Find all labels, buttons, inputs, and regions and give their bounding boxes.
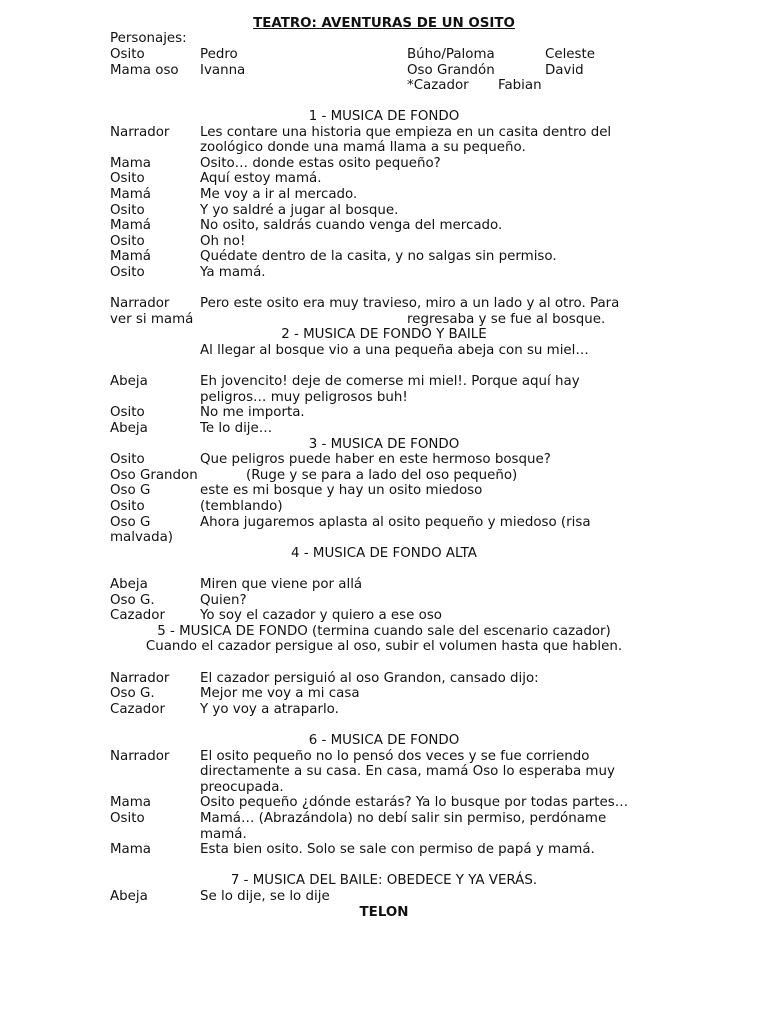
dialogue-text: regresaba y se fue al bosque. bbox=[407, 312, 606, 327]
music-cue: 5 - MUSICA DE FONDO (termina cuando sale del escenario cazador) bbox=[157, 624, 611, 639]
speaker-name: Osito bbox=[110, 811, 145, 826]
speaker-name: Osito bbox=[110, 171, 145, 186]
blank-line bbox=[0, 359, 768, 375]
speaker-name: Osito bbox=[110, 452, 145, 467]
dialogue-line bbox=[0, 296, 768, 312]
speaker-name: Osito bbox=[110, 265, 145, 280]
music-cue-line bbox=[0, 327, 768, 343]
music-cue-line bbox=[0, 437, 768, 453]
dialogue-line bbox=[0, 889, 768, 905]
cast-actor: Pedro bbox=[200, 47, 238, 62]
dialogue-continuation bbox=[0, 390, 768, 406]
cast-role: Mama oso bbox=[110, 63, 179, 78]
speaker-name: Abeja bbox=[110, 889, 148, 904]
dialogue-line bbox=[0, 171, 768, 187]
end-line bbox=[0, 905, 768, 921]
dialogue-text: preocupada. bbox=[200, 780, 284, 795]
dialogue-text: No me importa. bbox=[200, 405, 305, 420]
end-marker: TELON bbox=[359, 905, 409, 920]
speaker-name: Narrador bbox=[110, 749, 170, 764]
cast-heading: Personajes: bbox=[110, 31, 187, 46]
music-cue: 7 - MUSICA DEL BAILE: OBEDECE Y YA VERÁS. bbox=[230, 873, 538, 888]
speaker-name: Osito bbox=[110, 234, 145, 249]
dialogue-continuation bbox=[0, 312, 768, 328]
dialogue-line bbox=[0, 749, 768, 765]
blank-line bbox=[0, 561, 768, 577]
dialogue-text: Al llegar al bosque vio a una pequeña abeja con su miel… bbox=[200, 343, 589, 358]
dialogue-line bbox=[0, 249, 768, 265]
speaker-name: Abeja bbox=[110, 577, 148, 592]
speaker-name: Oso G. bbox=[110, 593, 155, 608]
cast-row bbox=[0, 63, 768, 79]
blank-line bbox=[0, 655, 768, 671]
music-cue-line bbox=[0, 639, 768, 655]
speaker-name: Abeja bbox=[110, 421, 148, 436]
dialogue-line bbox=[0, 156, 768, 172]
dialogue-text: peligros… muy peligrosos buh! bbox=[200, 390, 408, 405]
dialogue-continuation bbox=[0, 764, 768, 780]
dialogue-continuation bbox=[0, 343, 768, 359]
speaker-name: Osito bbox=[110, 405, 145, 420]
dialogue-line bbox=[0, 421, 768, 437]
speaker-name: Mamá bbox=[110, 187, 152, 202]
dialogue-line bbox=[0, 702, 768, 718]
dialogue-line bbox=[0, 608, 768, 624]
dialogue-text: No osito, saldrás cuando venga del mercado. bbox=[200, 218, 503, 233]
speaker-name: Oso G bbox=[110, 483, 151, 498]
dialogue-text: Pero este osito era muy travieso, miro a un lado y al otro. Para bbox=[200, 296, 620, 311]
speaker-name: Osito bbox=[110, 499, 145, 514]
speaker-name: Cazador bbox=[110, 608, 165, 623]
dialogue-text: (temblando) bbox=[200, 499, 283, 514]
speaker-name: Mamá bbox=[110, 249, 152, 264]
blank-line bbox=[0, 858, 768, 874]
cast-actor: Ivanna bbox=[200, 63, 246, 78]
speaker-name: Narrador bbox=[110, 125, 170, 140]
dialogue-text: Y yo voy a atraparlo. bbox=[200, 702, 339, 717]
music-cue: 4 - MUSICA DE FONDO ALTA bbox=[291, 546, 477, 561]
speaker-name: Narrador bbox=[110, 296, 170, 311]
dialogue-text: Que peligros puede haber en este hermoso bosque? bbox=[200, 452, 551, 467]
dialogue-line bbox=[0, 499, 768, 515]
speaker-name: Abeja bbox=[110, 374, 148, 389]
music-cue: Cuando el cazador persigue al oso, subir el volumen hasta que hablen. bbox=[145, 639, 623, 654]
blank-line bbox=[0, 717, 768, 733]
speaker-name: Mamá bbox=[110, 218, 152, 233]
dialogue-line bbox=[0, 577, 768, 593]
dialogue-line bbox=[0, 218, 768, 234]
dialogue-line bbox=[0, 187, 768, 203]
dialogue-text: Oh no! bbox=[200, 234, 246, 249]
dialogue-line bbox=[0, 515, 768, 531]
dialogue-line bbox=[0, 671, 768, 687]
cast-actor: Celeste bbox=[545, 47, 596, 62]
dialogue-text: zoológico donde una mamá llama a su pequeño. bbox=[200, 140, 526, 155]
dialogue-line bbox=[0, 483, 768, 499]
dialogue-line bbox=[0, 125, 768, 141]
speaker-name: Osito bbox=[110, 203, 145, 218]
dialogue-text: Se lo dije, se lo dije bbox=[200, 889, 330, 904]
cast-role: Osito bbox=[110, 47, 145, 62]
dialogue-line bbox=[0, 265, 768, 281]
speaker-name: Oso Grandon bbox=[110, 468, 198, 483]
speaker-name: Narrador bbox=[110, 671, 170, 686]
dialogue-text: Osito pequeño ¿dónde estarás? Ya lo busque por todas partes… bbox=[200, 795, 629, 810]
speaker-name: Mama bbox=[110, 842, 152, 857]
dialogue-text: mamá. bbox=[200, 827, 247, 842]
dialogue-text: ver si mamá bbox=[110, 312, 194, 327]
music-cue: 2 - MUSICA DE FONDO Y BAILE bbox=[281, 327, 487, 342]
dialogue-continuation bbox=[0, 827, 768, 843]
dialogue-line bbox=[0, 203, 768, 219]
speaker-name: Cazador bbox=[110, 702, 165, 717]
dialogue-line bbox=[0, 811, 768, 827]
stage-direction: (Ruge y se para a lado del oso pequeño) bbox=[246, 468, 518, 483]
music-cue-line bbox=[0, 624, 768, 640]
speaker-name: Mama bbox=[110, 156, 152, 171]
music-cue-line bbox=[0, 873, 768, 889]
cast-actor: David bbox=[545, 63, 584, 78]
cast-row bbox=[0, 47, 768, 63]
music-cue-line bbox=[0, 546, 768, 562]
speaker-name: Oso G. bbox=[110, 686, 155, 701]
dialogue-text: Me voy a ir al mercado. bbox=[200, 187, 358, 202]
dialogue-text: Aquí estoy mamá. bbox=[200, 171, 322, 186]
dialogue-text: Yo soy el cazador y quiero a ese oso bbox=[200, 608, 442, 623]
dialogue-text: Mamá… (Abrazándola) no debí salir sin permiso, perdóname bbox=[200, 811, 607, 826]
dialogue-continuation bbox=[0, 530, 768, 546]
page-title: TEATRO: AVENTURAS DE UN OSITO bbox=[253, 16, 515, 31]
dialogue-line bbox=[0, 593, 768, 609]
dialogue-text: Mejor me voy a mi casa bbox=[200, 686, 360, 701]
cast-role: Búho/Paloma bbox=[407, 47, 495, 62]
cast-heading-line bbox=[0, 31, 768, 47]
dialogue-text: El cazador persiguió al oso Grandon, cansado dijo: bbox=[200, 671, 539, 686]
dialogue-text: Eh jovencito! deje de comerse mi miel!. Porque aquí hay bbox=[200, 374, 580, 389]
dialogue-text: Osito… donde estas osito pequeño? bbox=[200, 156, 441, 171]
dialogue-line bbox=[0, 842, 768, 858]
dialogue-text: Ya mamá. bbox=[200, 265, 266, 280]
dialogue-line bbox=[0, 452, 768, 468]
dialogue-line bbox=[0, 405, 768, 421]
dialogue-text: Esta bien osito. Solo se sale con permiso de papá y mamá. bbox=[200, 842, 595, 857]
music-cue: 1 - MUSICA DE FONDO bbox=[308, 109, 460, 124]
dialogue-line bbox=[0, 468, 768, 484]
speaker-name: Mama bbox=[110, 795, 152, 810]
dialogue-text: directamente a su casa. En casa, mamá Oso lo esperaba muy bbox=[200, 764, 615, 779]
dialogue-text: malvada) bbox=[110, 530, 174, 545]
cast-actor: Fabian bbox=[498, 78, 542, 93]
music-cue: 3 - MUSICA DE FONDO bbox=[308, 437, 460, 452]
dialogue-text: Ahora jugaremos aplasta al osito pequeño y miedoso (risa bbox=[200, 515, 591, 530]
dialogue-continuation bbox=[0, 140, 768, 156]
cast-role: Oso Grandón bbox=[407, 63, 495, 78]
blank-line bbox=[0, 281, 768, 297]
dialogue-text: Les contare una historia que empieza en un casita dentro del bbox=[200, 125, 612, 140]
cast-row-extra bbox=[0, 78, 768, 94]
music-cue-line bbox=[0, 733, 768, 749]
dialogue-text: Y yo saldré a jugar al bosque. bbox=[200, 203, 399, 218]
music-cue: 6 - MUSICA DE FONDO bbox=[308, 733, 460, 748]
speaker-name: Oso G bbox=[110, 515, 151, 530]
dialogue-line bbox=[0, 686, 768, 702]
dialogue-text: Te lo dije… bbox=[200, 421, 273, 436]
dialogue-line bbox=[0, 374, 768, 390]
dialogue-line bbox=[0, 234, 768, 250]
music-cue-line bbox=[0, 109, 768, 125]
cast-role: *Cazador bbox=[407, 78, 469, 93]
dialogue-text: Quien? bbox=[200, 593, 247, 608]
dialogue-line bbox=[0, 795, 768, 811]
dialogue-continuation bbox=[0, 780, 768, 796]
dialogue-text: Miren que viene por allá bbox=[200, 577, 363, 592]
dialogue-text: El osito pequeño no lo pensó dos veces y se fue corriendo bbox=[200, 749, 590, 764]
dialogue-text: Quédate dentro de la casita, y no salgas sin permiso. bbox=[200, 249, 557, 264]
dialogue-text: este es mi bosque y hay un osito miedoso bbox=[200, 483, 483, 498]
title-line bbox=[0, 16, 768, 32]
